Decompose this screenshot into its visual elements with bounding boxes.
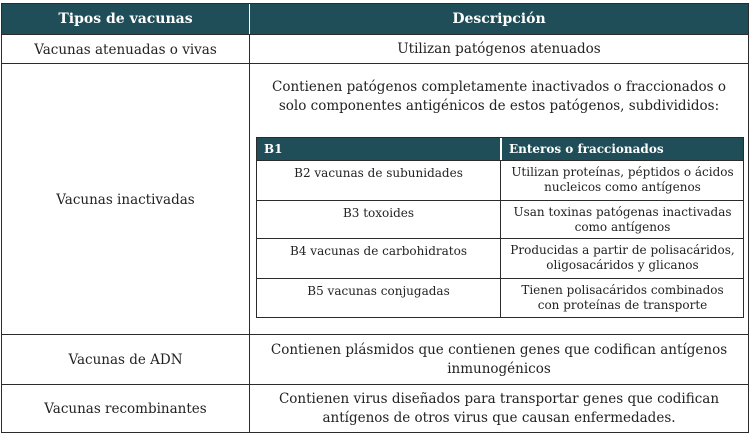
header-tipos: Tipos de vacunas: [2, 4, 250, 34]
subtable-header-enteros: Enteros o fraccionados: [502, 138, 743, 160]
subtable-description: Utilizan proteínas, péptidos o ácidos nucleicos como antígenos: [511, 165, 734, 194]
subtable-header-b1: B1: [257, 138, 501, 160]
table-row: [2, 334, 748, 385]
table-row: [2, 63, 748, 335]
row-type: Vacunas de ADN: [2, 335, 250, 385]
row-type: Vacunas atenuadas o vivas: [2, 35, 250, 64]
subtable-description: Usan toxinas patógenas inactivadas como antígenos: [513, 205, 732, 234]
subtable: [256, 137, 744, 318]
row-description-cell: [250, 64, 748, 335]
table-row: [2, 384, 748, 433]
vaccine-types-table: [1, 3, 749, 433]
subtable-description: Tienen polisacáridos combinados con proteínas de transporte: [521, 283, 724, 312]
row-type: Vacunas inactivadas: [2, 64, 250, 335]
subtable-row: [257, 238, 743, 279]
subtable-row: [257, 200, 743, 239]
row-description: Contienen patógenos completamente inactivados o fraccionados o solo componentes antigénicos de estos patógenos, subdivididos:: [272, 79, 726, 114]
row-description: Contienen plásmidos que contienen genes que codifican antígenos inmunogénicos: [270, 342, 728, 377]
subtable-type: B3 toxoides: [257, 201, 501, 239]
subtable-description: Producidas a partir de polisacáridos, oligosacáridos y glicanos: [510, 243, 735, 272]
subtable-type: B2 vacunas de subunidades: [257, 161, 501, 201]
table-row: [2, 34, 748, 64]
subtable-type: B5 vacunas conjugadas: [257, 279, 501, 318]
row-type: Vacunas recombinantes: [2, 385, 250, 433]
row-description: Contienen virus diseñados para transportar genes que codifican antígenos de otros virus que causan enfermedades.: [278, 391, 720, 426]
header-descripcion: Descripción: [250, 4, 748, 34]
subtable-row: [257, 160, 743, 201]
row-description: Utilizan patógenos atenuados: [397, 41, 601, 57]
subtable-row: [257, 278, 743, 318]
subtable-type: B4 vacunas de carbohidratos: [257, 239, 501, 279]
